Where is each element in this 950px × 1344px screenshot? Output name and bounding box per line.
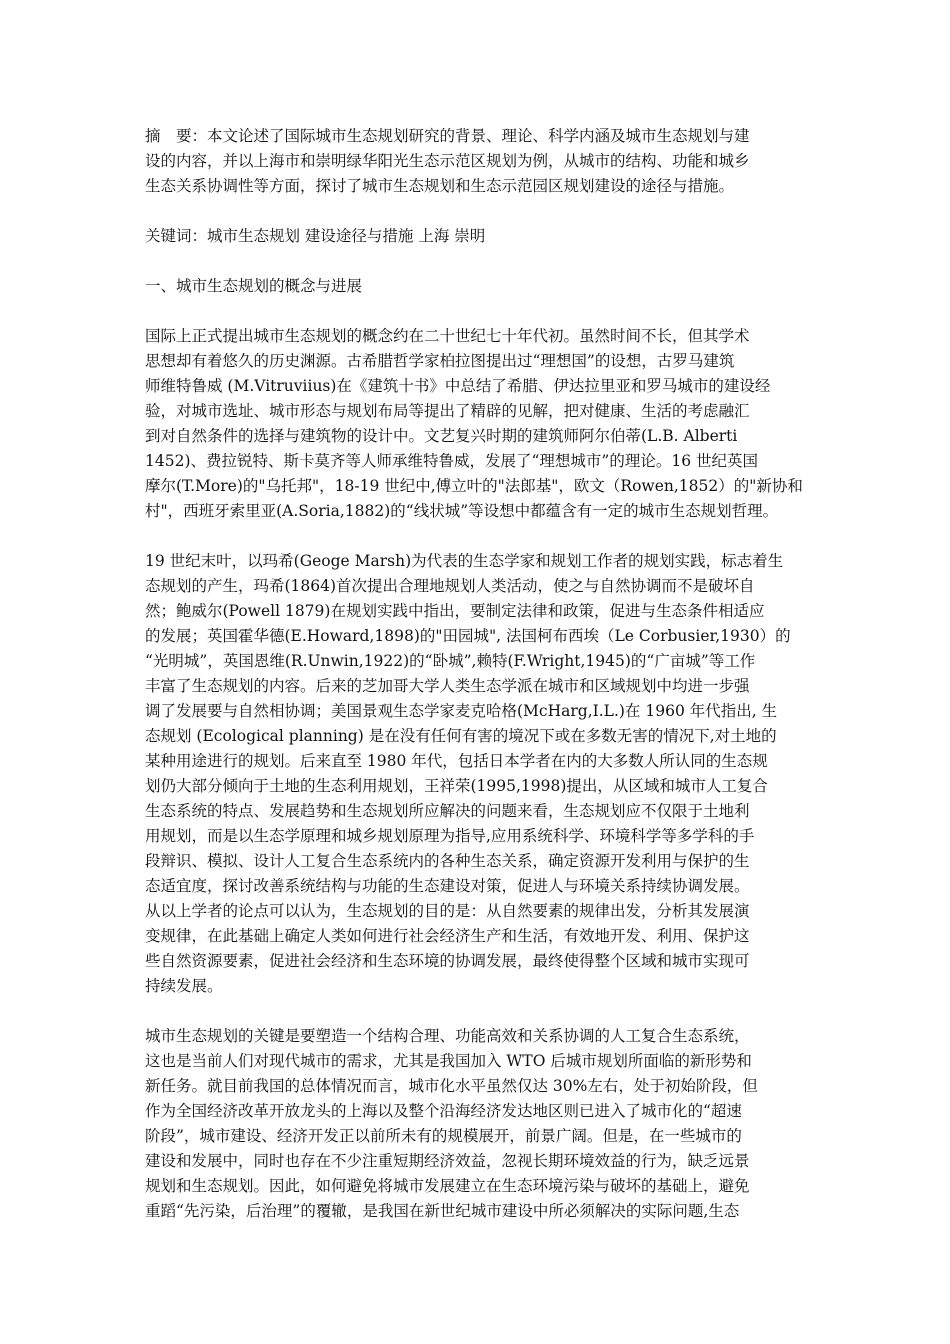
section-title: 一、城市生态规划的概念与进展 bbox=[145, 277, 363, 295]
body-paragraph-2 bbox=[145, 549, 807, 999]
text-line: 生态关系协调性等方面，探讨了城市生态规划和生态示范园区规划建设的途径与措施。 bbox=[145, 177, 735, 195]
text-line: 作为全国经济改革开放龙头的上海以及整个沿海经济发达地区则已进入了城市化的“超速 bbox=[145, 1102, 742, 1120]
body-paragraph-3 bbox=[145, 1024, 807, 1224]
text-line: 生态系统的特点、发展趋势和生态规划所应解决的问题来看，生态规划应不仅限于土地利 bbox=[145, 802, 750, 820]
text-line: 态适宜度，探讨改善系统结构与功能的生态建设对策，促进人与环境关系持续协调发展。 bbox=[145, 877, 750, 895]
text-line: 态规划的产生，玛希(1864)首次提出合理地规划人类活动，使之与自然协调而不是破坏自 bbox=[145, 577, 755, 595]
text-line: 村"，西班牙索里亚(A.Soria,1882)的“线状城”等设想中都蕴含有一定的城市生态规划哲理。 bbox=[145, 502, 779, 520]
text-line: 新任务。就目前我国的总体情况而言，城市化水平虽然仅达 30%左右，处于初始阶段，但 bbox=[145, 1077, 758, 1095]
text-line: 某种用途进行的规划。后来直至 1980 年代，包括日本学者在内的大多数人所认同的生态规 bbox=[145, 752, 768, 770]
keywords-line bbox=[145, 224, 807, 249]
text-line: 思想却有着悠久的历史渊源。古希腊哲学家柏拉图提出过“理想国”的设想，古罗马建筑 bbox=[145, 352, 735, 370]
text-line: “光明城”，英国恩维(R.Unwin,1922)的“卧城”,赖特(F.Wright,1945)的“广亩城”等工作 bbox=[145, 652, 756, 670]
text-line: 从以上学者的论点可以认为，生态规划的目的是：从自然要素的规律出发，分析其发展演 bbox=[145, 902, 750, 920]
text-line: 城市生态规划的关键是要塑造一个结构合理、功能高效和关系协调的人工复合生态系统， bbox=[145, 1027, 750, 1045]
text-line: 持续发展。 bbox=[145, 977, 223, 995]
text-line: 1452)、费拉锐特、斯卡莫齐等人师承维特鲁威，发展了“理想城市”的理论。16 世纪英国 bbox=[145, 452, 758, 470]
text-line: 规划和生态规划。因此，如何避免将城市发展建立在生态环境污染与破坏的基础上，避免 bbox=[145, 1177, 750, 1195]
text-line: 然；鲍威尔(Powell 1879)在规划实践中指出，要制定法律和政策，促进与生态条件相适应 bbox=[145, 602, 765, 620]
text-line: 摩尔(T.More)的"乌托邦"，18-19 世纪中,傅立叶的"法郎基"，欧文（Rowen,1852）的"新协和 bbox=[145, 477, 803, 495]
text-line: 划仍大部分倾向于土地的生态利用规划，王祥荣(1995,1998)提出，从区域和城市人工复合 bbox=[145, 777, 768, 795]
keywords-text: 关键词：城市生态规划 建设途径与措施 上海 崇明 bbox=[145, 227, 486, 245]
text-line: 态规划 (Ecological planning) 是在没有任何有害的境况下或在多数无害的情况下,对土地的 bbox=[145, 727, 777, 745]
text-line: 丰富了生态规划的内容。后来的芝加哥大学人类生态学派在城市和区域规划中均进一步强 bbox=[145, 677, 750, 695]
text-line: 摘 要：本文论述了国际城市生态规划研究的背景、理论、科学内涵及城市生态规划与建 bbox=[145, 127, 750, 145]
text-line: 变规律，在此基础上确定人类如何进行社会经济生产和生活，有效地开发、利用、保护这 bbox=[145, 927, 750, 945]
document-page bbox=[145, 124, 807, 1249]
text-line: 国际上正式提出城市生态规划的概念约在二十世纪七十年代初。虽然时间不长，但其学术 bbox=[145, 327, 750, 345]
text-line: 19 世纪末叶，以玛希(Geoge Marsh)为代表的生态学家和规划工作者的规划实践，标志着生 bbox=[145, 552, 784, 570]
text-line: 到对自然条件的选择与建筑物的设计中。文艺复兴时期的建筑师阿尔伯蒂(L.B. Alberti bbox=[145, 427, 738, 445]
text-line: 用规划，而是以生态学原理和城乡规划原理为指导,应用系统科学、环境科学等多学科的手 bbox=[145, 827, 755, 845]
section-heading bbox=[145, 274, 807, 299]
text-line: 的发展；英国霍华德(E.Howard,1898)的"田园城", 法国柯布西埃（Le Corbusier,1930）的 bbox=[145, 627, 791, 645]
text-line: 设的内容，并以上海市和崇明绿华阳光生态示范区规划为例，从城市的结构、功能和城乡 bbox=[145, 152, 750, 170]
text-line: 验，对城市选址、城市形态与规划布局等提出了精辟的见解，把对健康、生活的考虑融汇 bbox=[145, 402, 750, 420]
text-line: 些自然资源要素，促进社会经济和生态环境的协调发展，最终使得整个区域和城市实现可 bbox=[145, 952, 750, 970]
text-line: 重蹈“先污染，后治理”的覆辙，是我国在新世纪城市建设中所必须解决的实际问题,生态 bbox=[145, 1202, 740, 1220]
text-line: 阶段”，城市建设、经济开发正以前所未有的规模展开，前景广阔。但是，在一些城市的 bbox=[145, 1127, 742, 1145]
abstract-paragraph bbox=[145, 124, 807, 199]
text-line: 段辩识、模拟、设计人工复合生态系统内的各种生态关系，确定资源开发利用与保护的生 bbox=[145, 852, 750, 870]
body-paragraph-1 bbox=[145, 324, 807, 524]
text-line: 师维特鲁威 (M.Vitruviius)在《建筑十书》中总结了希腊、伊达拉里亚和罗马城市的建设经 bbox=[145, 377, 771, 395]
text-line: 这也是当前人们对现代城市的需求，尤其是我国加入 WTO 后城市规划所面临的新形势和 bbox=[145, 1052, 752, 1070]
text-line: 建设和发展中，同时也存在不少注重短期经济效益，忽视长期环境效益的行为，缺乏远景 bbox=[145, 1152, 750, 1170]
text-line: 调了发展要与自然相协调；美国景观生态学家麦克哈格(McHarg,I.L.)在 1960 年代指出, 生 bbox=[145, 702, 778, 720]
